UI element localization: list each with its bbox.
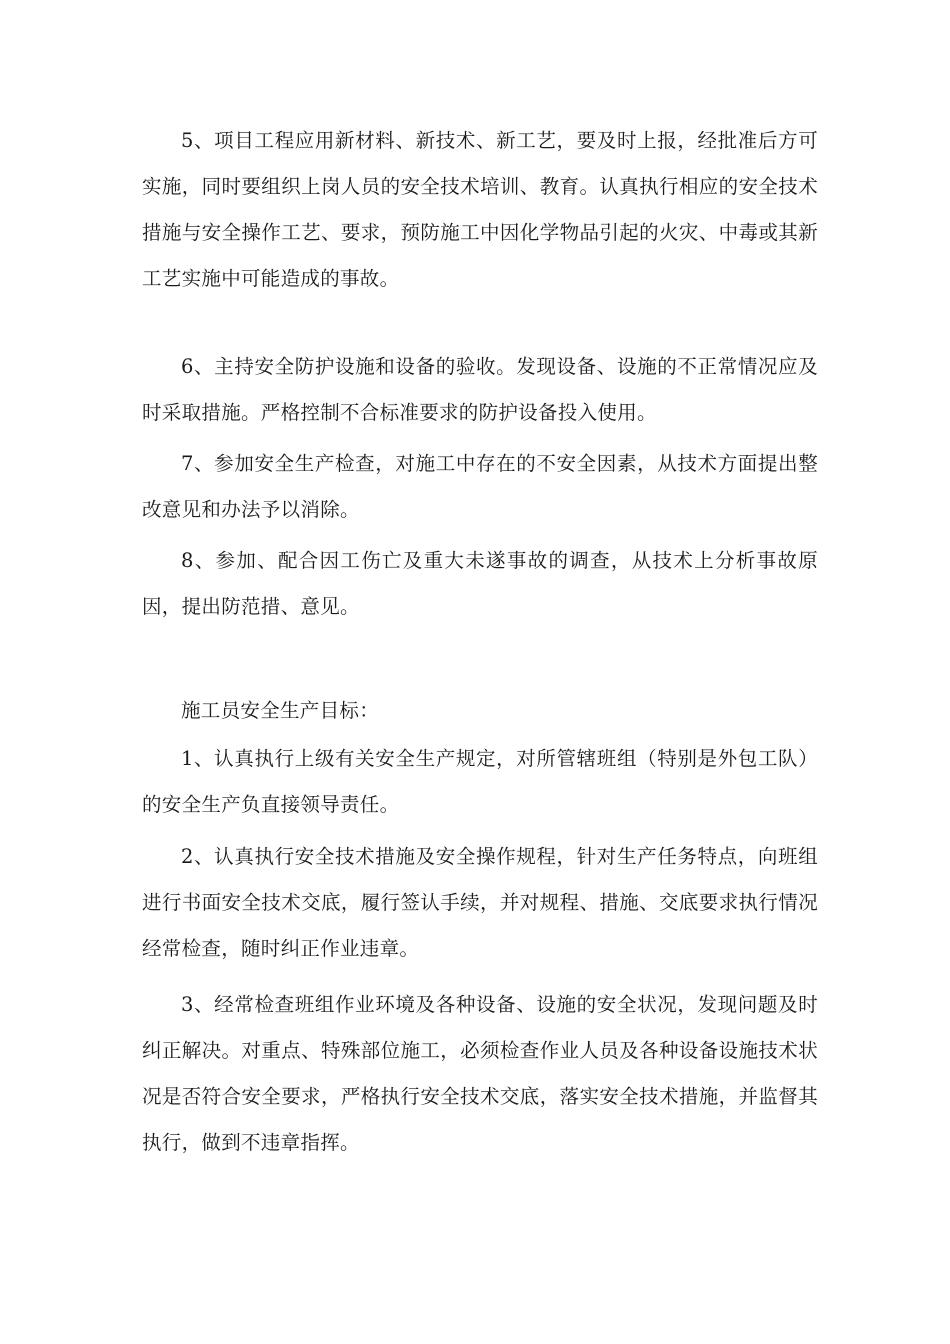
paragraph-item-8-accident-investigation: 8、参加、配合因工伤亡及重大未遂事故的调查，从技术上分析事故原因，提出防范措、意见。	[142, 549, 818, 618]
paragraph-item-3-site-inspection: 3、经常检查班组作业环境及各种设备、设施的安全状况，发现问题及时纠正解决。对重点、特殊部位施工，必须检查作业人员及各种设备设施技术状况是否符合安全要求，严格执行安全技术交底，落实安全技术措施，并监督其执行，做到不违章指挥。	[142, 993, 818, 1154]
paragraph-item-1-regulations: 1、认真执行上级有关安全生产规定，对所管辖班组（特别是外包工队）的安全生产负直接领导责任。	[142, 747, 818, 816]
paragraph-item-6-acceptance: 6、主持安全防护设施和设备的验收。发现设备、设施的不正常情况应及时采取措施。严格控制不合标准要求的防护设备投入使用。	[142, 355, 818, 424]
paragraph-item-5-new-materials: 5、项目工程应用新材料、新技术、新工艺，要及时上报，经批准后方可实施，同时要组织上岗人员的安全技术培训、教育。认真执行相应的安全技术措施与安全操作工艺、要求，预防施工中因化学物品引起的火灾、中毒或其新工艺实施中可能造成的事故。	[142, 129, 818, 290]
paragraph-item-2-technical-briefing: 2、认真执行安全技术措施及安全操作规程，针对生产任务特点，向班组进行书面安全技术交底，履行签认手续，并对规程、措施、交底要求执行情况经常检查，随时纠正作业违章。	[142, 845, 818, 960]
section-heading-constructor-safety-goals: 施工员安全生产目标：	[181, 699, 380, 722]
paragraph-item-7-inspection: 7、参加安全生产检查，对施工中存在的不安全因素，从技术方面提出整改意见和办法予以消除。	[142, 452, 818, 521]
